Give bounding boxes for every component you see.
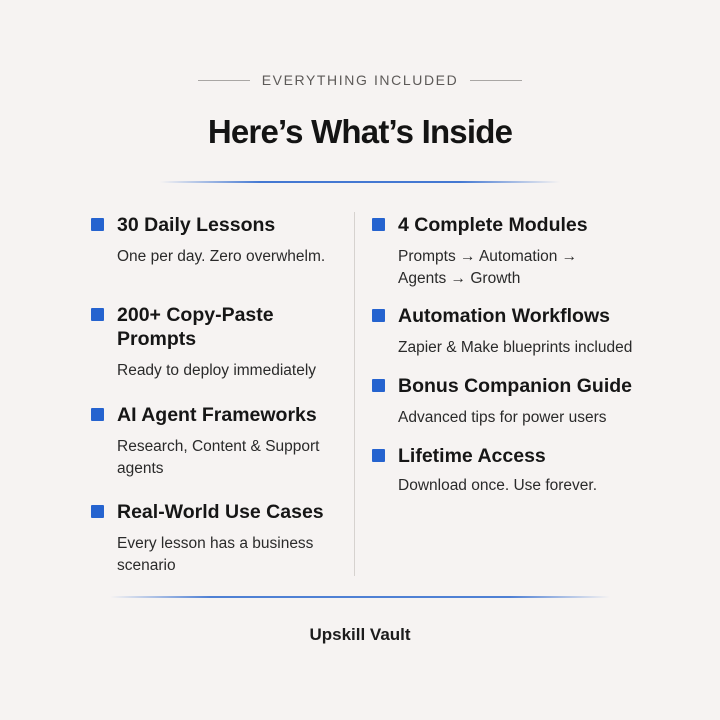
feature-title: 200+ Copy-Paste Prompts [117,304,274,350]
feature-description: Download once. Use forever. [398,477,598,494]
feature-description: Every lesson has a business scenario [117,535,314,574]
square-bullet-icon [372,449,385,462]
feature-item-prompts [91,303,346,382]
feature-title: AI Agent Frameworks [117,404,317,426]
feature-description: Research, Content & Support agents [117,438,320,477]
feature-title: Automation Workflows [398,305,610,327]
feature-title: Lifetime Access [398,445,546,467]
feature-item-companion-guide [372,374,672,429]
feature-description: One per day. Zero overwhelm. [117,248,326,265]
brand-name: Upskill Vault [309,625,411,644]
feature-item-automation-workflows [372,304,672,359]
square-bullet-icon [372,218,385,231]
feature-item-modules [372,213,662,290]
feature-description: Ready to deploy immediately [117,362,317,379]
feature-item-daily-lessons [91,213,346,268]
feature-title: 30 Daily Lessons [117,214,276,236]
square-bullet-icon [372,379,385,392]
square-bullet-icon [91,308,104,321]
feature-item-agent-frameworks [91,403,346,480]
feature-description: Advanced tips for power users [398,409,607,426]
feature-item-use-cases [91,500,346,577]
feature-item-lifetime-access [372,444,672,497]
feature-description: Zapier & Make blueprints included [398,339,633,356]
feature-title: 4 Complete Modules [398,214,588,236]
page-title: Here’s What’s Inside [207,113,513,150]
feature-title: Bonus Companion Guide [398,375,632,397]
eyebrow-text: EVERYTHING INCLUDED [261,72,459,88]
footer-divider [110,596,610,598]
eyebrow-line-right [470,80,522,81]
square-bullet-icon [91,408,104,421]
square-bullet-icon [91,505,104,518]
title-divider [160,181,560,183]
eyebrow [0,70,720,90]
square-bullet-icon [372,309,385,322]
feature-description: Prompts → Automation → Agents → Growth [398,248,578,287]
column-divider [354,212,355,576]
feature-title: Real-World Use Cases [117,501,324,523]
eyebrow-line-left [198,80,250,81]
square-bullet-icon [91,218,104,231]
